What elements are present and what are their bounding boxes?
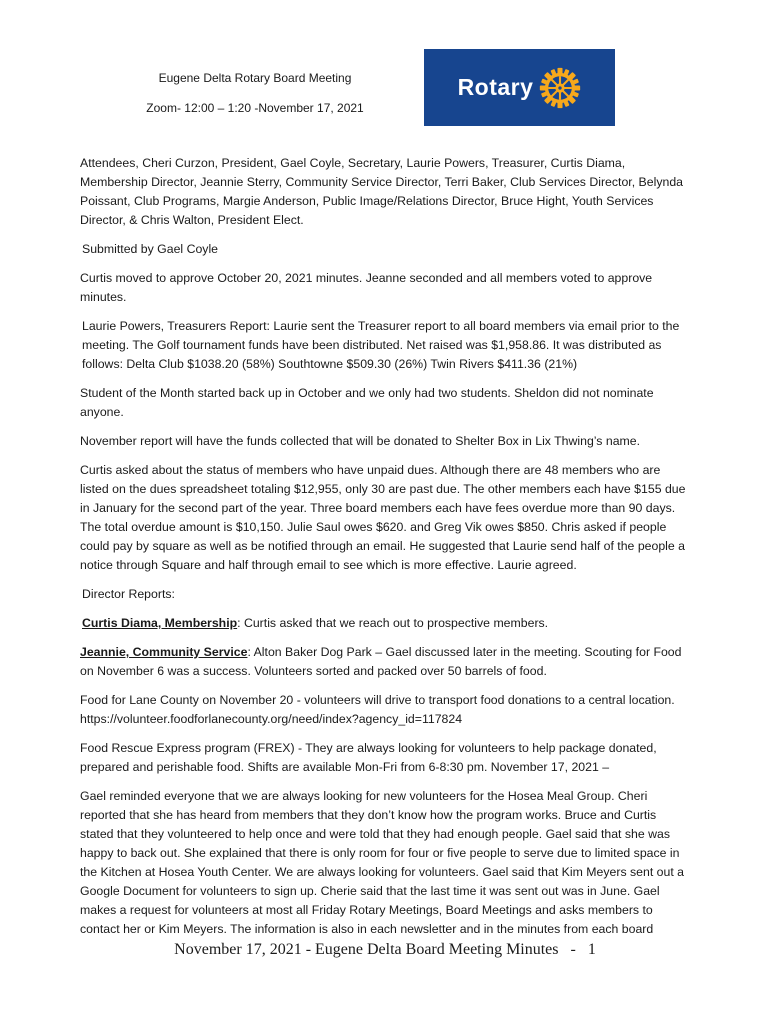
treasurer-report-paragraph: Laurie Powers, Treasurers Report: Laurie sent the Treasurer report to all board members via email prior to the meeting. The Golf tournament funds have been distributed. Net raised was $1,958.86. It was distributed as follows: Delta Club $1038.20 (58%) Southtowne $509.30 (26%) Twin Rivers $411.36 (21%) bbox=[82, 319, 680, 371]
community-service-label: Jeannie, Community Service bbox=[80, 645, 248, 659]
director-reports-heading: Director Reports: bbox=[82, 587, 175, 601]
food-lane-paragraph: Food for Lane County on November 20 - volunteers will drive to transport food donations to a central location. https://volunteer.foodforlanecounty.org/need/index?agency_id=117824 bbox=[80, 693, 675, 726]
membership-paragraph bbox=[80, 614, 692, 633]
meeting-subtitle: Zoom- 12:00 – 1:20 -November 17, 2021 bbox=[146, 101, 364, 115]
frex-paragraph: Food Rescue Express program (FREX) - They are always looking for volunteers to help package donated, prepared and perishable food. Shifts are available Mon-Fri from 6-8:30 pm. November 17, 2021 – bbox=[80, 741, 657, 774]
minutes-body bbox=[80, 154, 692, 949]
submitted-by: Submitted by Gael Coyle bbox=[82, 242, 219, 256]
community-service-text: : Alton Baker Dog Park – Gael discussed later in the meeting. Scouting for Food on November 6 was a success. Volunteers sorted and packed over 50 barrels of food. bbox=[80, 645, 682, 678]
membership-label: Curtis Diama, Membership bbox=[82, 616, 238, 630]
rotary-wheel-icon bbox=[539, 67, 581, 109]
meeting-title: Eugene Delta Rotary Board Meeting bbox=[158, 71, 352, 85]
rotary-logo bbox=[424, 49, 615, 126]
minutes-approval-paragraph: Curtis moved to approve October 20, 2021 minutes. Jeanne seconded and all members voted to approve minutes. bbox=[80, 271, 653, 304]
hosea-paragraph: Gael reminded everyone that we are always looking for new volunteers for the Hosea Meal Group. Cheri reported that she has heard from members that they don’t know how the program works. Bruce and Curtis stated that they volunteered to help once and were told that they had enough people. Gael said that she was happy to back out. She explained that there is only room for four or five people to serve due to limited space in the Kitchen at Hosea Youth Center. We are always looking for volunteers. Gael said that Kim Meyers sent out a Google Document for volunteers to sign up. Cherie said that the last time it was sent out was in June. Gael makes a request for volunteers at most all Friday Rotary Meetings, Board Meetings and asks members to contact her or Kim Meyers. The information is also in each newsletter and in the minutes from each board bbox=[80, 789, 685, 936]
page-number: 1 bbox=[587, 941, 596, 958]
meeting-header bbox=[110, 70, 400, 116]
community-service-paragraph bbox=[80, 643, 692, 681]
page-footer bbox=[0, 941, 770, 959]
dues-paragraph: Curtis asked about the status of members who have unpaid dues. Although there are 48 members who are listed on the dues spreadsheet totaling $12,955, only 30 are past due. The other members each have $155 due in January for the second part of the year. Three board members each have fees overdue more than 90 days. The total overdue amount is $10,150. Julie Saul owes $620. and Greg Vik owes $850. Chris asked if people could pay by square as well as be notified through an email. He suggested that Laurie send half of the people a notice through Square and half through email to see which is more effective. Laurie agreed. bbox=[80, 463, 686, 572]
rotary-logo-text: Rotary bbox=[457, 74, 534, 100]
footer-separator: - bbox=[570, 941, 576, 958]
november-report-paragraph: November report will have the funds collected that will be donated to Shelter Box in Lix Thwing’s name. bbox=[80, 434, 641, 448]
footer-text: November 17, 2021 - Eugene Delta Board Meeting Minutes bbox=[174, 941, 559, 958]
student-of-month-paragraph: Student of the Month started back up in October and we only had two students. Sheldon did not nominate anyone. bbox=[80, 386, 654, 419]
attendees-paragraph: Attendees, Cheri Curzon, President, Gael Coyle, Secretary, Laurie Powers, Treasurer, Curtis Diama, Membership Director, Jeannie Sterry, Community Service Director, Terri Baker, Club Services Director, Belynda Poissant, Club Programs, Margie Anderson, Public Image/Relations Director, Bruce Hight, Youth Services Director, & Chris Walton, President Elect. bbox=[80, 156, 683, 227]
membership-text: : Curtis asked that we reach out to prospective members. bbox=[237, 616, 549, 630]
